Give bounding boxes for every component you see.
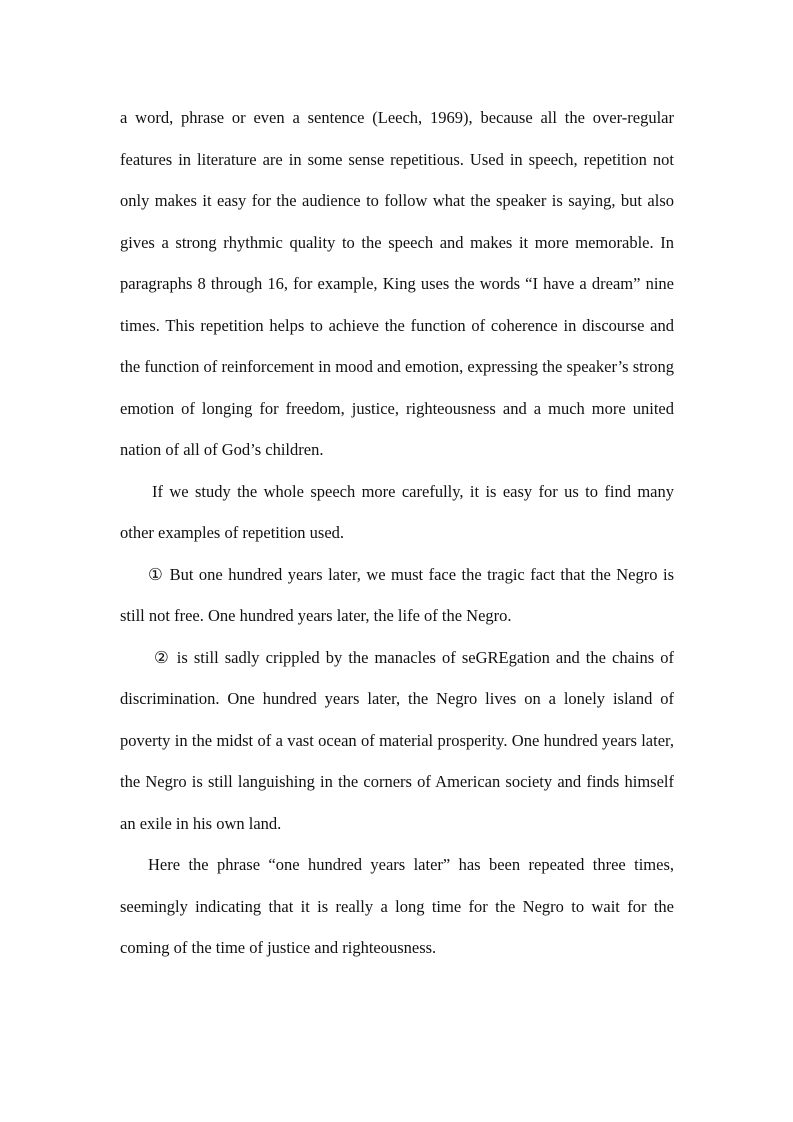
paragraph-example-one: ① But one hundred years later, we must face the tragic fact that the Negro is still not free. One hundred years later, the life of the Negro. (120, 564, 674, 625)
paragraph-example-two: ② is still sadly crippled by the manacles of seGREgation and the chains of discrimination. One hundred years later, the Negro lives on a lonely island of poverty in the midst of a vast ocean of material prosperity. One hundred years later, the Negro is still languishing in the corners of American society and finds himself an exile in his own land. (120, 647, 674, 833)
paragraph-phrase-analysis: Here the phrase “one hundred years later” has been repeated three times, seemingly indicating that it is really a long time for the Negro to wait for the coming of the time of justice and righteousness. (120, 855, 674, 957)
paragraph-repetition-intro: a word, phrase or even a sentence (Leech, 1969), because all the over-regular features in literature are in some sense repetitious. Used in speech, repetition not only makes it easy for the audience to follow what the speaker is saying, but also gives a strong rhythmic quality to the speech and makes it more memorable. In paragraphs 8 through 16, for example, King uses the words “I have a dream” nine times. This repetition helps to achieve the function of coherence in discourse and the function of reinforcement in mood and emotion, expressing the speaker’s strong emotion of longing for freedom, justice, righteousness and a much more united nation of all of God’s children. (120, 108, 674, 459)
paragraph-study-speech: If we study the whole speech more carefully, it is easy for us to find many other examples of repetition used. (120, 481, 674, 542)
document-page (120, 97, 674, 969)
